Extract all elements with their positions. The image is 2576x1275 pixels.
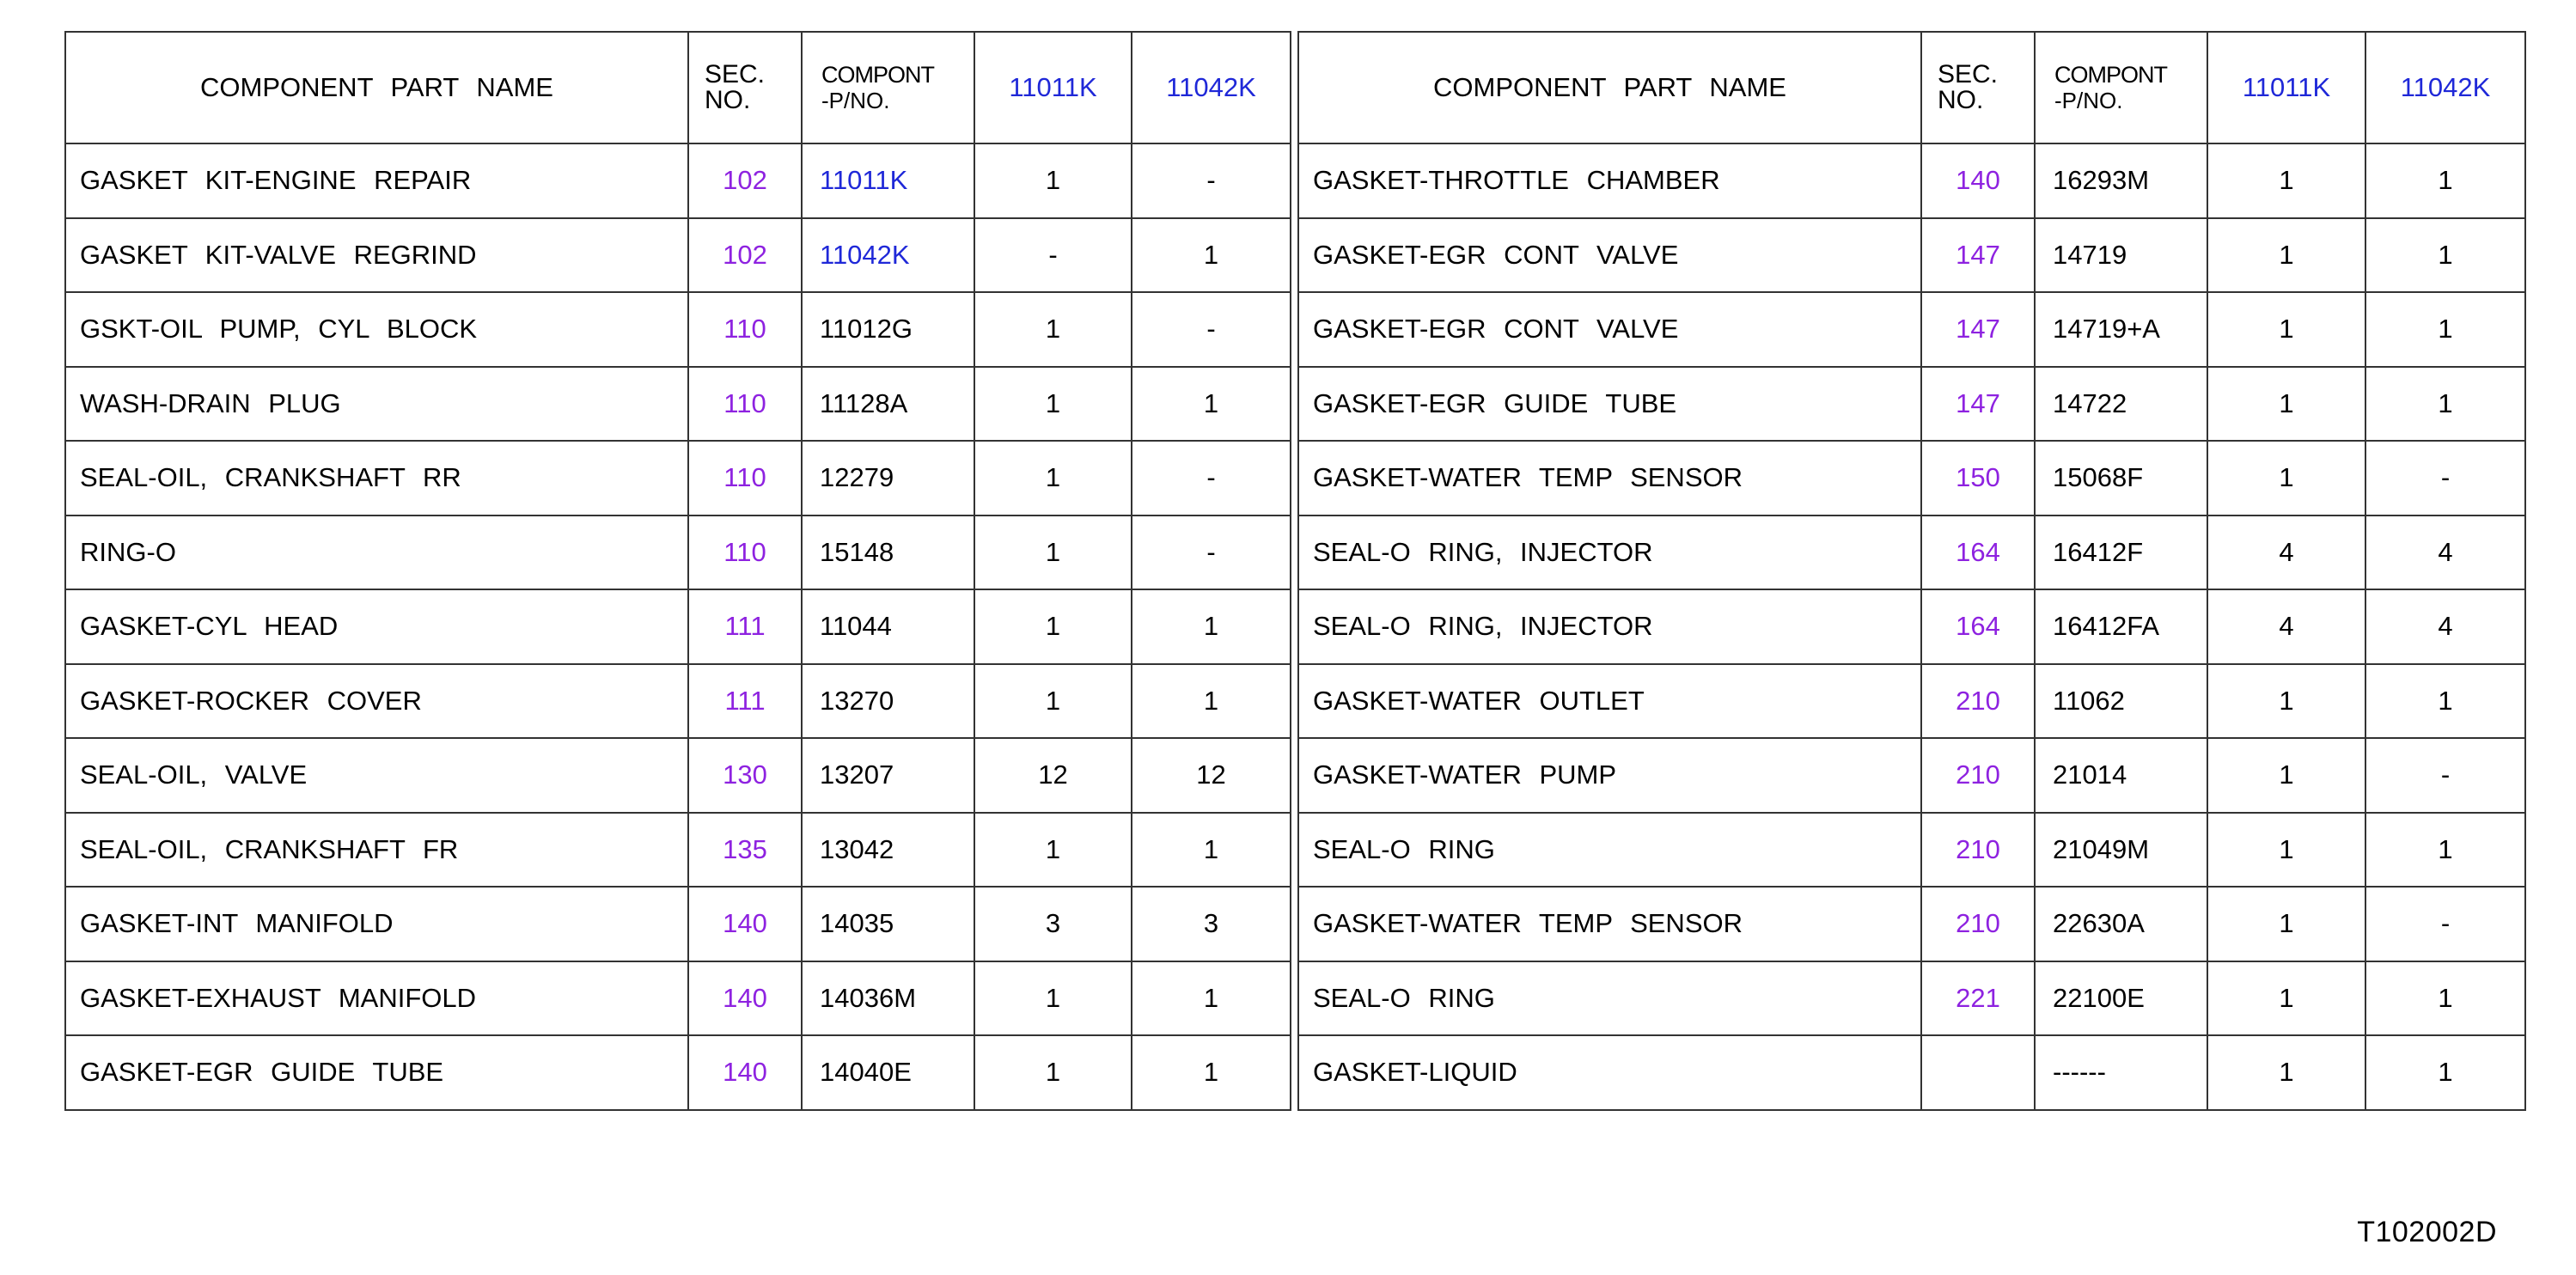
section-number: 110	[688, 515, 802, 590]
header-sec-no	[1921, 32, 2035, 143]
table-row	[1298, 1035, 2525, 1110]
qty-11011k: 1	[2207, 1035, 2365, 1110]
header-compont-pno-line2: -P/NO.	[821, 88, 890, 113]
table-row	[65, 887, 1291, 961]
header-model-11011k: 11011K	[2207, 32, 2365, 143]
qty-11042k: 1	[2365, 143, 2525, 218]
component-part-number: 11044	[802, 589, 974, 664]
component-part-number: 13207	[802, 738, 974, 813]
part-name: GASKET-LIQUID	[1298, 1035, 1921, 1110]
section-number: 164	[1921, 515, 2035, 590]
header-model-11042k: 11042K	[2365, 32, 2525, 143]
component-part-number: ------	[2035, 1035, 2207, 1110]
qty-11042k: 1	[1132, 813, 1291, 888]
qty-11011k: 1	[2207, 664, 2365, 739]
qty-11011k: 1	[2207, 738, 2365, 813]
part-name: GASKET-CYL HEAD	[65, 589, 688, 664]
component-part-number: 21049M	[2035, 813, 2207, 888]
part-name: SEAL-O RING	[1298, 813, 1921, 888]
section-number: 164	[1921, 589, 2035, 664]
component-part-number: 15068F	[2035, 441, 2207, 515]
qty-11042k: 1	[2365, 813, 2525, 888]
header-sec-no	[688, 32, 802, 143]
section-number: 130	[688, 738, 802, 813]
part-name: WASH-DRAIN PLUG	[65, 367, 688, 442]
component-part-number: 14719	[2035, 218, 2207, 293]
part-name: GASKET-EGR GUIDE TUBE	[65, 1035, 688, 1110]
qty-11011k: 4	[2207, 589, 2365, 664]
qty-11042k: 1	[2365, 218, 2525, 293]
qty-11042k: 1	[1132, 367, 1291, 442]
table-header-row	[1298, 32, 2525, 143]
header-compont-pno	[802, 32, 974, 143]
part-name: GASKET KIT-VALVE REGRIND	[65, 218, 688, 293]
section-number: 110	[688, 367, 802, 442]
qty-11011k: 1	[2207, 143, 2365, 218]
qty-11042k: 1	[1132, 218, 1291, 293]
part-name: GASKET-EGR CONT VALVE	[1298, 218, 1921, 293]
table-row	[1298, 218, 2525, 293]
section-number: 147	[1921, 292, 2035, 367]
table-row	[65, 143, 1291, 218]
qty-11011k: 1	[974, 292, 1132, 367]
qty-11011k: 1	[974, 1035, 1132, 1110]
component-part-number: 14035	[802, 887, 974, 961]
component-part-number: 14719+A	[2035, 292, 2207, 367]
qty-11042k: 12	[1132, 738, 1291, 813]
part-name: GASKET-EXHAUST MANIFOLD	[65, 961, 688, 1036]
table-row	[1298, 292, 2525, 367]
component-part-number: 14722	[2035, 367, 2207, 442]
qty-11042k: -	[1132, 292, 1291, 367]
parts-table-right	[1297, 31, 2526, 1111]
part-name: SEAL-O RING, INJECTOR	[1298, 515, 1921, 590]
qty-11011k: 1	[2207, 367, 2365, 442]
qty-11011k: 1	[2207, 441, 2365, 515]
section-number: 135	[688, 813, 802, 888]
part-name: GASKET KIT-ENGINE REPAIR	[65, 143, 688, 218]
section-number: 221	[1921, 961, 2035, 1036]
table-row	[65, 664, 1291, 739]
header-model-11011k: 11011K	[974, 32, 1132, 143]
section-number: 110	[688, 292, 802, 367]
part-name: GASKET-WATER TEMP SENSOR	[1298, 441, 1921, 515]
qty-11042k: -	[2365, 738, 2525, 813]
table-row	[1298, 738, 2525, 813]
component-part-number: 14036M	[802, 961, 974, 1036]
section-number: 147	[1921, 218, 2035, 293]
component-part-number: 15148	[802, 515, 974, 590]
part-name: GASKET-THROTTLE CHAMBER	[1298, 143, 1921, 218]
table-row	[65, 292, 1291, 367]
header-component-part-name: COMPONENT PART NAME	[1298, 32, 1921, 143]
qty-11042k: 1	[1132, 1035, 1291, 1110]
table-row	[1298, 143, 2525, 218]
section-number	[1921, 1035, 2035, 1110]
parts-table-left-body	[65, 143, 1291, 1110]
table-row	[1298, 515, 2525, 590]
header-component-part-name: COMPONENT PART NAME	[65, 32, 688, 143]
header-compont-pno	[2035, 32, 2207, 143]
table-row	[65, 813, 1291, 888]
header-sec-no-line1: SEC.	[705, 60, 766, 88]
qty-11011k: 1	[2207, 887, 2365, 961]
qty-11042k: 4	[2365, 515, 2525, 590]
qty-11042k: 1	[1132, 961, 1291, 1036]
qty-11011k: 12	[974, 738, 1132, 813]
part-name: SEAL-OIL, VALVE	[65, 738, 688, 813]
header-compont-pno-line2: -P/NO.	[2054, 88, 2123, 113]
qty-11011k: 1	[974, 515, 1132, 590]
section-number: 111	[688, 664, 802, 739]
component-part-number: 22630A	[2035, 887, 2207, 961]
qty-11011k: 4	[2207, 515, 2365, 590]
component-part-number: 16293M	[2035, 143, 2207, 218]
qty-11011k: 1	[2207, 813, 2365, 888]
table-row	[1298, 367, 2525, 442]
qty-11011k: 1	[974, 441, 1132, 515]
part-name: GASKET-EGR CONT VALVE	[1298, 292, 1921, 367]
table-row	[65, 515, 1291, 590]
part-name: SEAL-OIL, CRANKSHAFT FR	[65, 813, 688, 888]
table-row	[1298, 813, 2525, 888]
part-name: SEAL-O RING	[1298, 961, 1921, 1036]
component-part-number: 12279	[802, 441, 974, 515]
component-part-number: 11062	[2035, 664, 2207, 739]
part-name: GASKET-WATER TEMP SENSOR	[1298, 887, 1921, 961]
section-number: 111	[688, 589, 802, 664]
section-number: 110	[688, 441, 802, 515]
qty-11042k: 4	[2365, 589, 2525, 664]
qty-11011k: -	[974, 218, 1132, 293]
component-part-number: 11128A	[802, 367, 974, 442]
qty-11042k: 1	[2365, 292, 2525, 367]
table-row	[65, 441, 1291, 515]
section-number: 140	[688, 887, 802, 961]
part-name: GASKET-INT MANIFOLD	[65, 887, 688, 961]
header-sec-no-line1: SEC.	[1938, 60, 1999, 88]
qty-11042k: -	[1132, 515, 1291, 590]
table-row	[1298, 664, 2525, 739]
qty-11042k: -	[2365, 887, 2525, 961]
section-number: 210	[1921, 813, 2035, 888]
qty-11011k: 1	[974, 143, 1132, 218]
component-part-number: 22100E	[2035, 961, 2207, 1036]
table-row	[1298, 589, 2525, 664]
component-part-number: 16412FA	[2035, 589, 2207, 664]
qty-11011k: 1	[2207, 292, 2365, 367]
part-name: RING-O	[65, 515, 688, 590]
component-part-number: 11011K	[802, 143, 974, 218]
qty-11042k: -	[2365, 441, 2525, 515]
qty-11042k: 1	[2365, 1035, 2525, 1110]
section-number: 140	[688, 1035, 802, 1110]
qty-11011k: 1	[974, 589, 1132, 664]
part-name: SEAL-O RING, INJECTOR	[1298, 589, 1921, 664]
component-part-number: 13270	[802, 664, 974, 739]
part-name: GASKET-WATER OUTLET	[1298, 664, 1921, 739]
qty-11042k: 1	[2365, 367, 2525, 442]
part-name: GASKET-EGR GUIDE TUBE	[1298, 367, 1921, 442]
header-compont-pno-line1: COMPONT	[2054, 62, 2167, 88]
table-row	[65, 589, 1291, 664]
table-row	[65, 367, 1291, 442]
section-number: 102	[688, 218, 802, 293]
qty-11011k: 1	[2207, 961, 2365, 1036]
section-number: 150	[1921, 441, 2035, 515]
table-row	[1298, 961, 2525, 1036]
component-part-number: 13042	[802, 813, 974, 888]
table-row	[65, 738, 1291, 813]
section-number: 140	[688, 961, 802, 1036]
component-part-number: 11042K	[802, 218, 974, 293]
qty-11011k: 1	[2207, 218, 2365, 293]
part-name: SEAL-OIL, CRANKSHAFT RR	[65, 441, 688, 515]
table-row	[65, 1035, 1291, 1110]
qty-11042k: 3	[1132, 887, 1291, 961]
parts-table-left	[64, 31, 1291, 1111]
table-header-row	[65, 32, 1291, 143]
qty-11042k: 1	[1132, 664, 1291, 739]
part-name: GSKT-OIL PUMP, CYL BLOCK	[65, 292, 688, 367]
component-part-number: 11012G	[802, 292, 974, 367]
component-part-number: 14040E	[802, 1035, 974, 1110]
parts-table-right-body	[1298, 143, 2525, 1110]
qty-11011k: 1	[974, 813, 1132, 888]
qty-11042k: 1	[2365, 961, 2525, 1036]
component-part-number: 16412F	[2035, 515, 2207, 590]
section-number: 147	[1921, 367, 2035, 442]
section-number: 102	[688, 143, 802, 218]
section-number: 210	[1921, 664, 2035, 739]
header-model-11042k: 11042K	[1132, 32, 1291, 143]
qty-11011k: 1	[974, 961, 1132, 1036]
section-number: 140	[1921, 143, 2035, 218]
qty-11011k: 1	[974, 367, 1132, 442]
section-number: 210	[1921, 738, 2035, 813]
qty-11042k: 1	[2365, 664, 2525, 739]
drawing-code: T102002D	[2357, 1216, 2497, 1248]
table-row	[1298, 887, 2525, 961]
header-sec-no-line2: NO.	[705, 86, 751, 114]
table-row	[65, 218, 1291, 293]
part-name: GASKET-ROCKER COVER	[65, 664, 688, 739]
header-compont-pno-line1: COMPONT	[821, 62, 934, 88]
section-number: 210	[1921, 887, 2035, 961]
qty-11042k: 1	[1132, 589, 1291, 664]
qty-11042k: -	[1132, 441, 1291, 515]
table-row	[1298, 441, 2525, 515]
header-sec-no-line2: NO.	[1938, 86, 1984, 114]
component-part-number: 21014	[2035, 738, 2207, 813]
qty-11042k: -	[1132, 143, 1291, 218]
qty-11011k: 1	[974, 664, 1132, 739]
qty-11011k: 3	[974, 887, 1132, 961]
part-name: GASKET-WATER PUMP	[1298, 738, 1921, 813]
table-row	[65, 961, 1291, 1036]
